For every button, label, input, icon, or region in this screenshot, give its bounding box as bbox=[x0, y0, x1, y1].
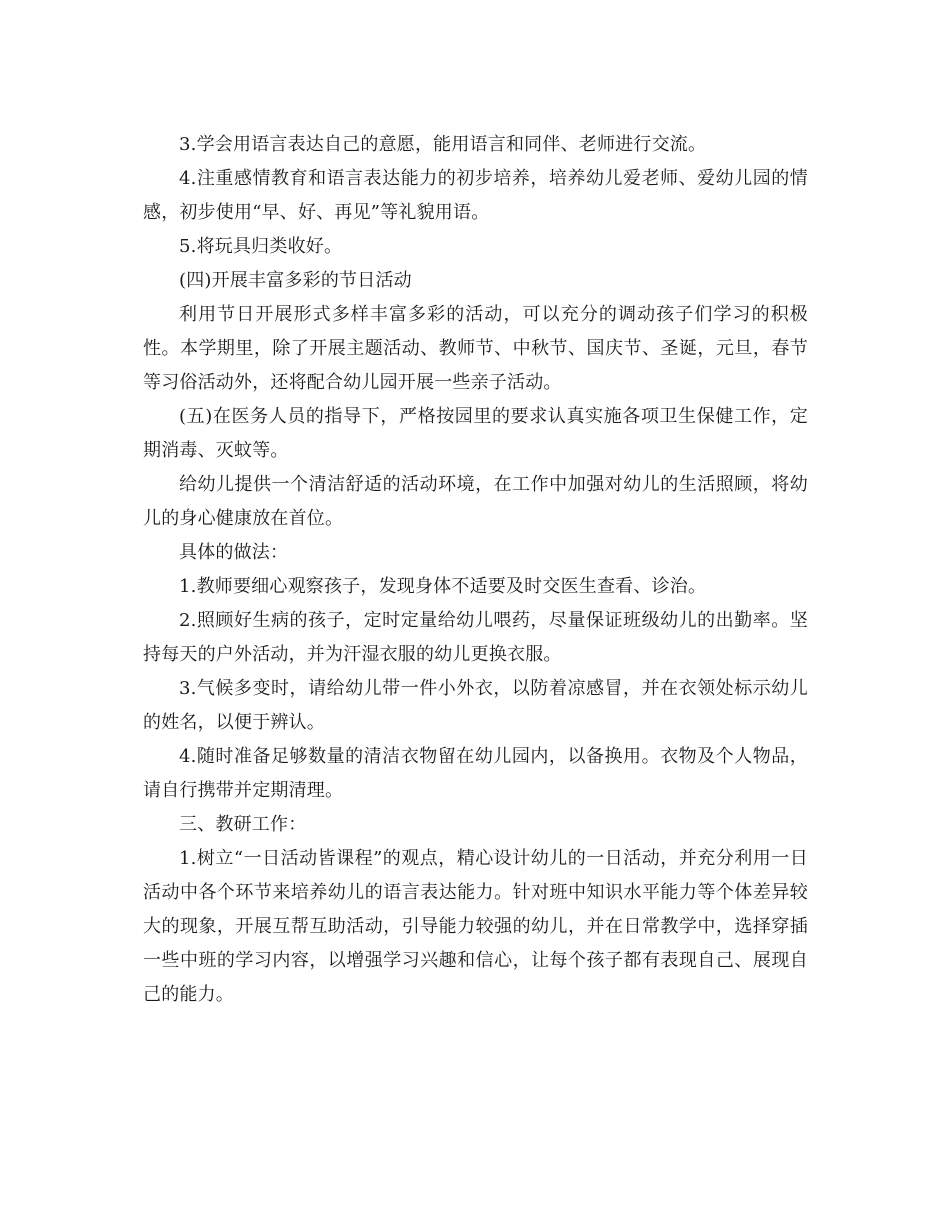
paragraph-research-1: 1.树立“一日活动皆课程”的观点，精心设计幼儿的一日活动，并充分利用一日活动中各个环节来培养幼儿的语言表达能力。针对班中知识水平能力等个体差异较大的现象，开展互帮互助活动，引导能力较强的幼儿，并在日常教学中，选择穿插一些中班的学习内容，以增强学习兴趣和信心，让每个孩子都有表现自己、展现自己的能力。 bbox=[143, 848, 808, 1005]
paragraph-method-2: 2.照顾好生病的孩子，定时定量给幼儿喂药，尽量保证班级幼儿的出勤率。坚持每天的户外活动，并为汗湿衣服的幼儿更换衣服。 bbox=[143, 610, 808, 665]
paragraph-method-1: 1.教师要细心观察孩子，发现身体不适要及时交医生查看、诊治。 bbox=[179, 576, 707, 597]
document-body bbox=[143, 128, 808, 1012]
section-heading-health: (五)在医务人员的指导下，严格按园里的要求认真实施各项卫生保健工作，定期消毒、灭蚊等。 bbox=[143, 406, 808, 461]
paragraph-goal-5: 5.将玩具归类收好。 bbox=[179, 236, 343, 257]
paragraph-method-3: 3.气候多变时，请给幼儿带一件小外衣，以防着凉感冒，并在衣领处标示幼儿的姓名，以便于辨认。 bbox=[143, 678, 808, 733]
paragraph-methods-heading: 具体的做法： bbox=[179, 542, 289, 563]
paragraph-environment: 给幼儿提供一个清洁舒适的活动环境，在工作中加强对幼儿的生活照顾，将幼儿的身心健康放在首位。 bbox=[143, 474, 808, 529]
section-heading-festival: (四)开展丰富多彩的节日活动 bbox=[179, 270, 412, 291]
paragraph-goal-4: 4.注重感情教育和语言表达能力的初步培养，培养幼儿爱老师、爱幼儿园的情感，初步使用“早、好、再见”等礼貌用语。 bbox=[143, 168, 808, 223]
paragraph-goal-3: 3.学会用语言表达自己的意愿，能用语言和同伴、老师进行交流。 bbox=[179, 134, 707, 155]
paragraph-method-4: 4.随时准备足够数量的清洁衣物留在幼儿园内，以备换用。衣物及个人物品，请自行携带并定期清理。 bbox=[143, 746, 808, 801]
section-heading-research: 三、教研工作： bbox=[179, 814, 307, 835]
paragraph-festival-activities: 利用节日开展形式多样丰富多彩的活动，可以充分的调动孩子们学习的积极性。本学期里，除了开展主题活动、教师节、中秋节、国庆节、圣诞，元旦，春节等习俗活动外，还将配合幼儿园开展一些亲子活动。 bbox=[143, 304, 808, 393]
